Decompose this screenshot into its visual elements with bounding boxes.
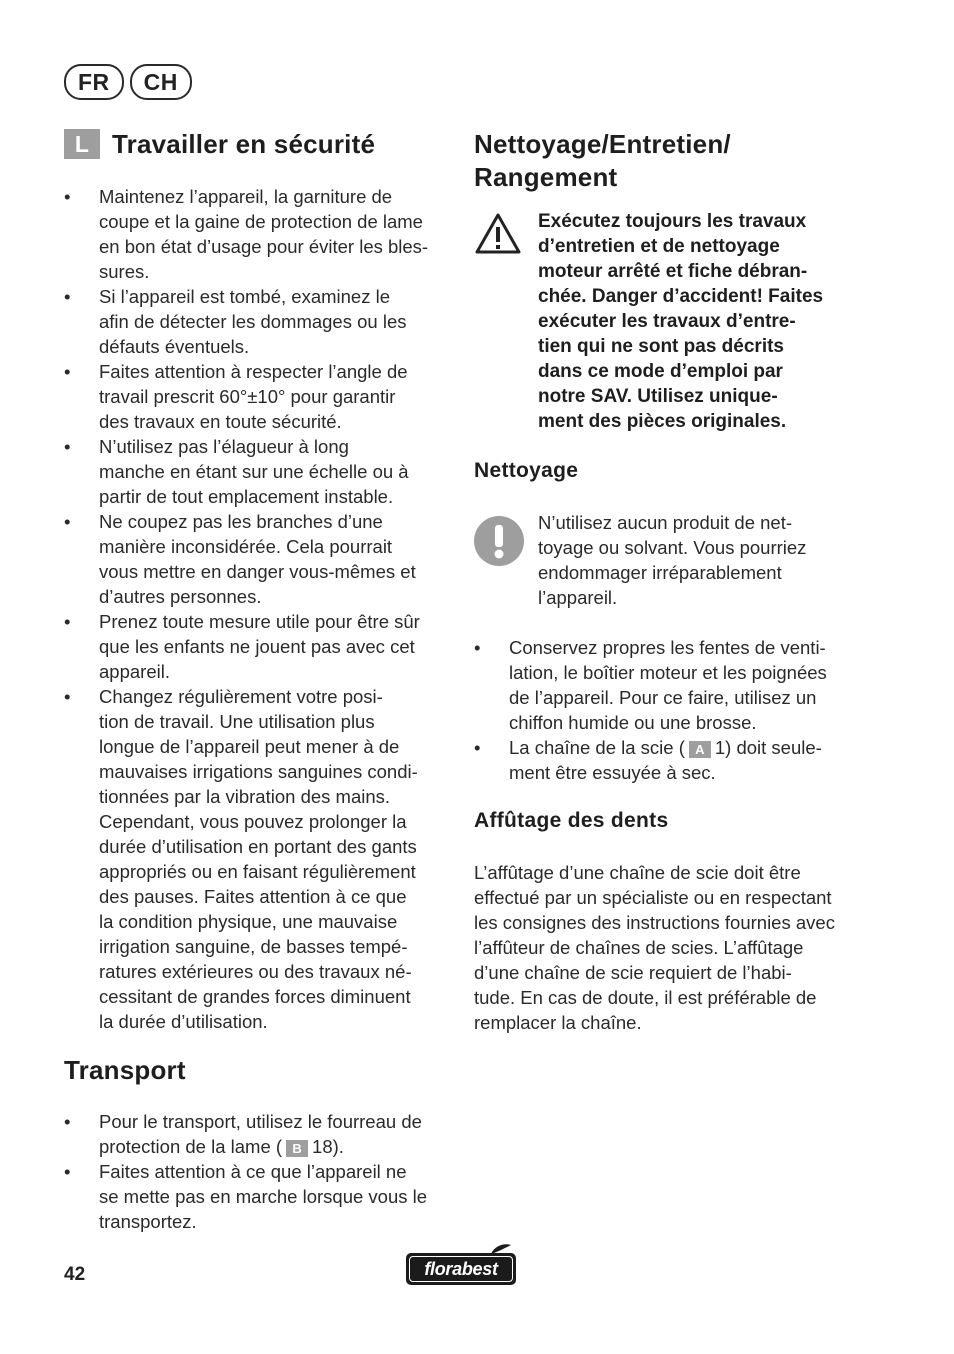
text-line: afin de détecter les dommages ou les xyxy=(99,311,407,332)
text-line: moteur arrêté et fiche débran- xyxy=(538,261,808,282)
list-item xyxy=(474,735,874,785)
text-line: chée. Danger d’accident! Faites xyxy=(538,286,824,307)
text-line: chiffon humide ou une brosse. xyxy=(509,712,757,733)
text-line: défauts éventuels. xyxy=(99,336,250,357)
bullet-dot: • xyxy=(64,361,71,382)
text-line: tionnées par la vibration des mains. xyxy=(99,786,391,807)
text-line: les consignes des instructions fournies avec xyxy=(474,912,835,933)
sharpening-title: Affûtage des dents xyxy=(474,809,669,832)
text-line: sures. xyxy=(99,261,150,282)
bullet-dot: • xyxy=(474,737,481,758)
text-line: Conservez propres les fentes de venti- xyxy=(509,637,826,658)
bullet-dot: • xyxy=(64,611,71,632)
warning-text xyxy=(538,209,868,434)
list-item xyxy=(64,184,454,284)
text-line: L’affûtage d’une chaîne de scie doit être xyxy=(474,862,801,883)
transport-bullet-list xyxy=(64,1109,454,1234)
text-line: l’affûteur de chaînes de scies. L’affûtage xyxy=(474,937,804,958)
figure-ref-badge: A xyxy=(689,741,711,758)
text-line: vous mettre en danger vous-mêmes et xyxy=(99,561,416,582)
text-line: la condition physique, une mauvaise xyxy=(99,911,398,932)
text-line: exécuter les travaux d’entre- xyxy=(538,311,796,332)
text-line: que les enfants ne jouent pas avec cet xyxy=(99,636,415,657)
text-line: travail prescrit 60°±10° pour garantir xyxy=(99,386,396,407)
text-line: remplacer la chaîne. xyxy=(474,1012,642,1033)
text-line: de l’appareil. Pour ce faire, utilisez un xyxy=(509,687,817,708)
transport-title: Transport xyxy=(64,1055,186,1085)
text-line: se mette pas en marche lorsque vous le xyxy=(99,1186,428,1207)
text-fragment: protection de la lame ( xyxy=(99,1136,283,1157)
text-line: partir de tout emplacement instable. xyxy=(99,486,394,507)
text-line: Changez régulièrement votre posi- xyxy=(99,686,383,707)
text-line: l’appareil. xyxy=(538,587,618,608)
text-line: Pour le transport, utilisez le fourreau de xyxy=(99,1111,422,1132)
text-line: en bon état d’usage pour éviter les bles- xyxy=(99,236,429,257)
text-line: manche en étant sur une échelle ou à xyxy=(99,461,409,482)
caution-exclamation-icon xyxy=(474,516,524,566)
warning-triangle-icon xyxy=(474,212,522,256)
text-line: N’utilisez pas l’élagueur à long xyxy=(99,436,349,457)
text-line: effectué par un spécialiste ou en respectant xyxy=(474,887,832,908)
text-line: tude. En cas de doute, il est préférable de xyxy=(474,987,817,1008)
text-fragment: La chaîne de la scie ( xyxy=(509,737,685,758)
page-number: 42 xyxy=(64,1264,86,1285)
sharpening-paragraph xyxy=(474,860,874,1035)
brand-logo-text: florabest xyxy=(409,1256,513,1282)
text-line: appropriés ou en faisant régulièrement xyxy=(99,861,416,882)
text-line: d’une chaîne de scie requiert de l’habi- xyxy=(474,962,792,983)
title-line: Nettoyage/Entretien/ xyxy=(474,129,731,159)
text-line: d’entretien et de nettoyage xyxy=(538,236,780,257)
section-letter-badge: L xyxy=(64,129,100,159)
text-line: Si l’appareil est tombé, examinez le xyxy=(99,286,391,307)
lang-badge-ch: CH xyxy=(130,64,192,100)
bullet-dot: • xyxy=(64,436,71,457)
figure-ref-badge: B xyxy=(286,1140,308,1157)
text-line: tien qui ne sont pas décrits xyxy=(538,336,784,357)
text-line: Exécutez toujours les travaux xyxy=(538,211,807,232)
text-line: endommager irréparablement xyxy=(538,562,782,583)
text-line: durée d’utilisation en portant des gants xyxy=(99,836,417,857)
list-item xyxy=(64,434,454,509)
list-item xyxy=(64,684,454,1034)
bullet-dot: • xyxy=(64,286,71,307)
text-line: la durée d’utilisation. xyxy=(99,1011,268,1032)
text-line: des pauses. Faites attention à ce que xyxy=(99,886,407,907)
text-line: N’utilisez aucun produit de net- xyxy=(538,512,793,533)
text-line: transportez. xyxy=(99,1211,197,1232)
text-line: mauvaises irrigations sanguines condi- xyxy=(99,761,418,782)
list-item xyxy=(64,1109,454,1159)
list-item xyxy=(474,635,874,735)
text-line: ratures extérieures ou des travaux né- xyxy=(99,961,412,982)
text-line: lation, le boîtier moteur et les poignées xyxy=(509,662,827,683)
text-line: Ne coupez pas les branches d’une xyxy=(99,511,383,532)
safety-bullet-list xyxy=(64,184,454,1034)
text-line: Faites attention à ce que l’appareil ne xyxy=(99,1161,407,1182)
text-line: toyage ou solvant. Vous pourriez xyxy=(538,537,807,558)
text-line: manière inconsidérée. Cela pourrait xyxy=(99,536,393,557)
text-line: Faites attention à respecter l’angle de xyxy=(99,361,408,382)
lang-badge-fr: FR xyxy=(64,64,124,100)
section-title-maintenance xyxy=(474,128,731,194)
text-line: des travaux en toute sécurité. xyxy=(99,411,342,432)
bullet-dot: • xyxy=(64,511,71,532)
text-line: appareil. xyxy=(99,661,170,682)
cleaning-note xyxy=(538,510,868,610)
text-line: ment être essuyée à sec. xyxy=(509,762,716,783)
section-title-safety xyxy=(64,128,375,161)
bullet-dot: • xyxy=(64,1161,71,1182)
title-line: Rangement xyxy=(474,162,618,192)
text-line: coupe et la gaine de protection de lame xyxy=(99,211,423,232)
section-title-text: Travailler en sécurité xyxy=(112,129,376,159)
text-line xyxy=(509,735,874,760)
language-badges xyxy=(64,64,192,100)
text-fragment: 18). xyxy=(312,1136,344,1157)
text-line: irrigation sanguine, de basses tempé- xyxy=(99,936,408,957)
text-line xyxy=(99,1134,454,1159)
text-line: notre SAV. Utilisez unique- xyxy=(538,386,778,407)
text-line: Maintenez l’appareil, la garniture de xyxy=(99,186,393,207)
cleaning-bullet-list xyxy=(474,635,874,785)
brand-logo xyxy=(406,1253,516,1285)
text-fragment: 1) doit seule- xyxy=(714,737,822,758)
text-line: tion de travail. Une utilisation plus xyxy=(99,711,375,732)
text-line: cessitant de grandes forces diminuent xyxy=(99,986,411,1007)
bullet-dot: • xyxy=(64,186,71,207)
bullet-dot: • xyxy=(64,686,71,707)
bullet-dot: • xyxy=(474,637,481,658)
text-line: d’autres personnes. xyxy=(99,586,262,607)
bullet-dot: • xyxy=(64,1111,71,1132)
list-item xyxy=(64,509,454,609)
text-line: Prenez toute mesure utile pour être sûr xyxy=(99,611,420,632)
text-line: ment des pièces originales. xyxy=(538,411,787,432)
cleaning-title: Nettoyage xyxy=(474,459,579,482)
text-line: dans ce mode d’emploi par xyxy=(538,361,783,382)
list-item xyxy=(64,609,454,684)
text-line: longue de l’appareil peut mener à de xyxy=(99,736,400,757)
text-line: Cependant, vous pouvez prolonger la xyxy=(99,811,407,832)
list-item xyxy=(64,359,454,434)
list-item xyxy=(64,284,454,359)
list-item xyxy=(64,1159,454,1234)
